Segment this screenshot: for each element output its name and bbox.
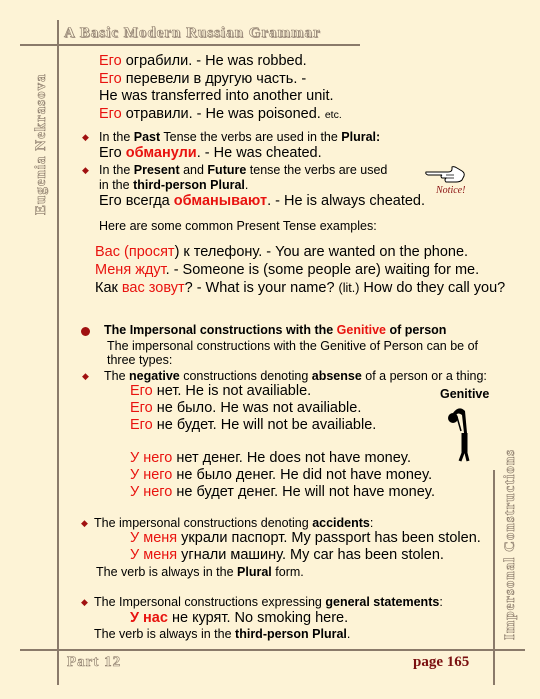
pointing-hand-icon xyxy=(424,163,468,185)
genitive-description-1: The impersonal constructions with the Genitive of Person can be of xyxy=(107,339,479,353)
accidents-rule: The impersonal constructions denoting accidents: xyxy=(94,516,374,530)
past-tense-rule: In the Past Tense the verbs are used in the Plural: xyxy=(99,130,381,144)
present-tense-rule-2: in the third-person Plural. xyxy=(99,178,249,192)
common-example-1: Вас (просят) к телефону. - You are wanted on the phone. xyxy=(95,244,469,260)
negative-example-3: Его не будет. He will not be availiable. xyxy=(130,417,377,433)
right-rule xyxy=(493,470,495,685)
section-bullet-icon xyxy=(81,327,90,336)
passive-example-2: Его перевели в другую часть. - xyxy=(99,71,307,87)
book-title: A Basic Modern Russian Grammar xyxy=(64,25,321,41)
page-number: page 165 xyxy=(413,654,470,670)
footer-rule xyxy=(20,649,525,651)
bullet-icon: ◆ xyxy=(82,132,89,142)
passive-example-1: Его ограбили. - He was robbed. xyxy=(99,53,307,69)
money-example-3: У него не будет денег. He will not have money. xyxy=(130,484,435,500)
author-name: Eugenia Nekrasova xyxy=(33,73,49,215)
genitive-heading: The Impersonal constructions with the Genitive of person xyxy=(104,323,447,337)
common-example-2: Меня ждут. - Someone is (some people are) waiting for me. xyxy=(95,262,480,278)
accidents-note: The verb is always in the Plural form. xyxy=(96,565,304,579)
accidents-example-1: У меня украли паспорт. My passport has been stolen. xyxy=(130,530,481,546)
negative-example-1: Его нет. He is not availiable. xyxy=(130,383,312,399)
bowing-figure-icon xyxy=(447,403,471,463)
past-tense-example: Его обманули. - He was cheated. xyxy=(99,145,322,161)
money-example-2: У него не было денег. He did not have money. xyxy=(130,467,433,483)
bullet-icon: ◆ xyxy=(82,371,89,381)
part-label: Part 12 xyxy=(67,654,122,670)
present-tense-example: Его всегда обманывают. - He is always cheated. xyxy=(99,193,426,209)
negative-rule: The negative constructions denoting absense of a person or a thing: xyxy=(104,369,487,383)
common-examples-intro: Here are some common Present Tense examples: xyxy=(99,219,377,233)
general-example: У нас не курят. No smoking here. xyxy=(130,610,349,626)
bullet-icon: ◆ xyxy=(81,597,88,607)
left-rule xyxy=(57,20,59,685)
section-name: Impersonal Constructions xyxy=(502,448,518,640)
passive-example-2b: He was transferred into another unit. xyxy=(99,88,334,104)
notice-label: Notice! xyxy=(436,185,466,196)
money-example-1: У него нет денег. He does not have money. xyxy=(130,450,411,466)
genitive-description-2: three types: xyxy=(107,353,173,367)
bullet-icon: ◆ xyxy=(81,518,88,528)
general-note: The verb is always in the third-person Plural. xyxy=(94,627,351,641)
passive-example-3: Его отравили. - He was poisoned. etc. xyxy=(99,106,342,122)
general-rule: The Impersonal constructions expressing general statements: xyxy=(94,595,443,609)
genitive-label: Genitive xyxy=(440,387,490,401)
bullet-icon: ◆ xyxy=(82,165,89,175)
header-rule xyxy=(20,44,360,46)
negative-example-2: Его не было. He was not availiable. xyxy=(130,400,362,416)
common-example-3: Как вас зовут? - What is your name? (lit.) How do they call you? xyxy=(95,280,506,296)
accidents-example-2: У меня угнали машину. My car has been stolen. xyxy=(130,547,444,563)
present-tense-rule: In the Present and Future tense the verbs are used xyxy=(99,163,388,177)
